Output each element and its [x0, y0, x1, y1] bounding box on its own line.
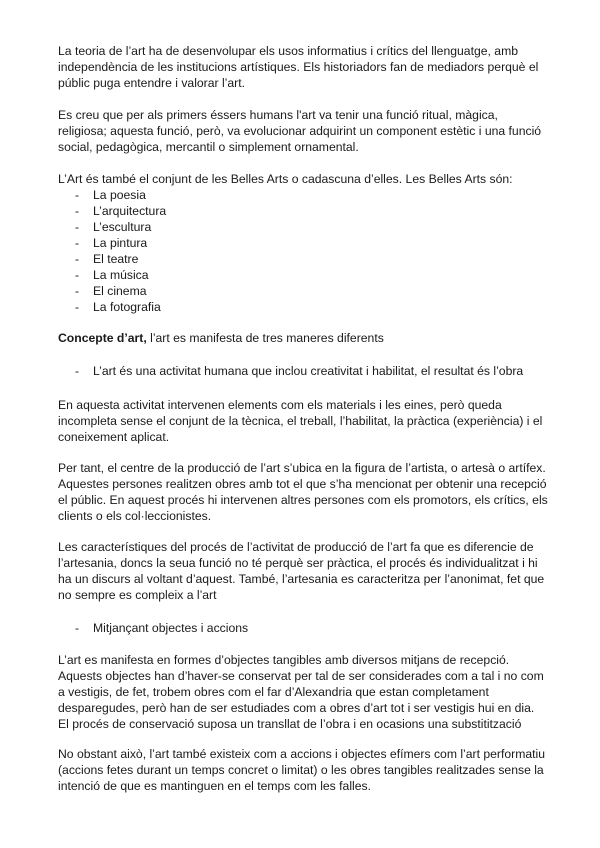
- concepte-rest: l’art es manifesta de tres maneres diferents: [146, 331, 384, 345]
- list-item: - La música: [58, 267, 548, 283]
- paragraph-no-obstant: No obstant això, l’art també existeix com a accions i objectes efímers com l’art performatiu (accions fetes durant un temps concret o limitat) o les obres tangibles realitzades sense la intenció de que es mantinguen en el temps com les falles.: [58, 747, 546, 793]
- paragraph-primers-essers: Es creu que per als primers éssers humans l'art va tenir una funció ritual, màgica, religiosa; aquesta funció, però, va evolucionar adquirint un component estètic i una funció social, pedagògica, mercantil o simplement ornamental.: [58, 108, 542, 154]
- paragraph-caracteristiques: Les característiques del procés de l’activitat de producció de l’art fa que es diferencie de l’artesania, doncs la seua funció no té perquè ser pràctica, el procés és individualitzat i hi ha un discurs al voltant d’aquest. També, l’artesania es caracteritza per l’anonimat, fet que no sempre es compleix a l’art: [58, 540, 545, 602]
- concepte-bold: Concepte d’art,: [58, 331, 147, 345]
- list-item: - El cinema: [58, 283, 548, 299]
- list-item: - La poesia: [58, 187, 548, 203]
- list-item: - La pintura: [58, 235, 548, 251]
- paragraph-objectes: L’art es manifesta en formes d’objectes tangibles amb diversos mitjans de recepció. Aquests objectes han d’haver-se conservat per tal de ser considerades com a tal i no com a vestigis, de fet, trobem obres com el far d’Alexandria que estan completament desparegudes, però han de ser estudiades com a obres d’art tot i ser vestigis hui en dia. El procés de conservació suposa un transllat de l’obra i en ocasions una substitització: [58, 653, 544, 731]
- concepte-heading: [58, 330, 548, 346]
- paragraph-belles-arts-intro: L’Art és també el conjunt de les Belles Arts o cadascuna d’elles. Les Belles Arts són:: [58, 172, 513, 186]
- list-item: - L’art és una activitat humana que inclou creativitat i habilitat, el resultat és l’obra: [58, 363, 548, 379]
- bullet-list-1: [58, 363, 548, 379]
- list-item: - L’escultura: [58, 219, 548, 235]
- paragraph-activitat: En aquesta activitat intervenen elements com els materials i les eines, però queda incompleta sense el conjunt de la tècnica, el treball, l’habilitat, la pràctica (experiència) i el coneixement aplicat.: [58, 398, 543, 444]
- paragraph-per-tant: Per tant, el centre de la producció de l’art s’ubica en la figura de l’artista, o artesà o artífex. Aquestes persones realitzen obres amb tot el que s’ha mencionat per obtenir una recepció el públic. En aquest procés hi intervenen altres persones com els promotors, els crítics, els clients o els col·leccionistes.: [58, 461, 548, 523]
- list-item: - Mitjançant objectes i accions: [58, 620, 548, 636]
- list-item: - El teatre: [58, 251, 548, 267]
- paragraph-teoria: La teoria de l’art ha de desenvolupar els usos informatius i crítics del llenguatge, amb independència de les institucions artístiques. Els historiadors fan de mediadors perquè el públic puga entendre i valorar l’art.: [58, 44, 539, 90]
- list-item: - La fotografia: [58, 299, 548, 315]
- list-item: - L’arquitectura: [58, 203, 548, 219]
- bullet-list-2: [58, 620, 548, 636]
- belles-arts-list: [58, 187, 548, 315]
